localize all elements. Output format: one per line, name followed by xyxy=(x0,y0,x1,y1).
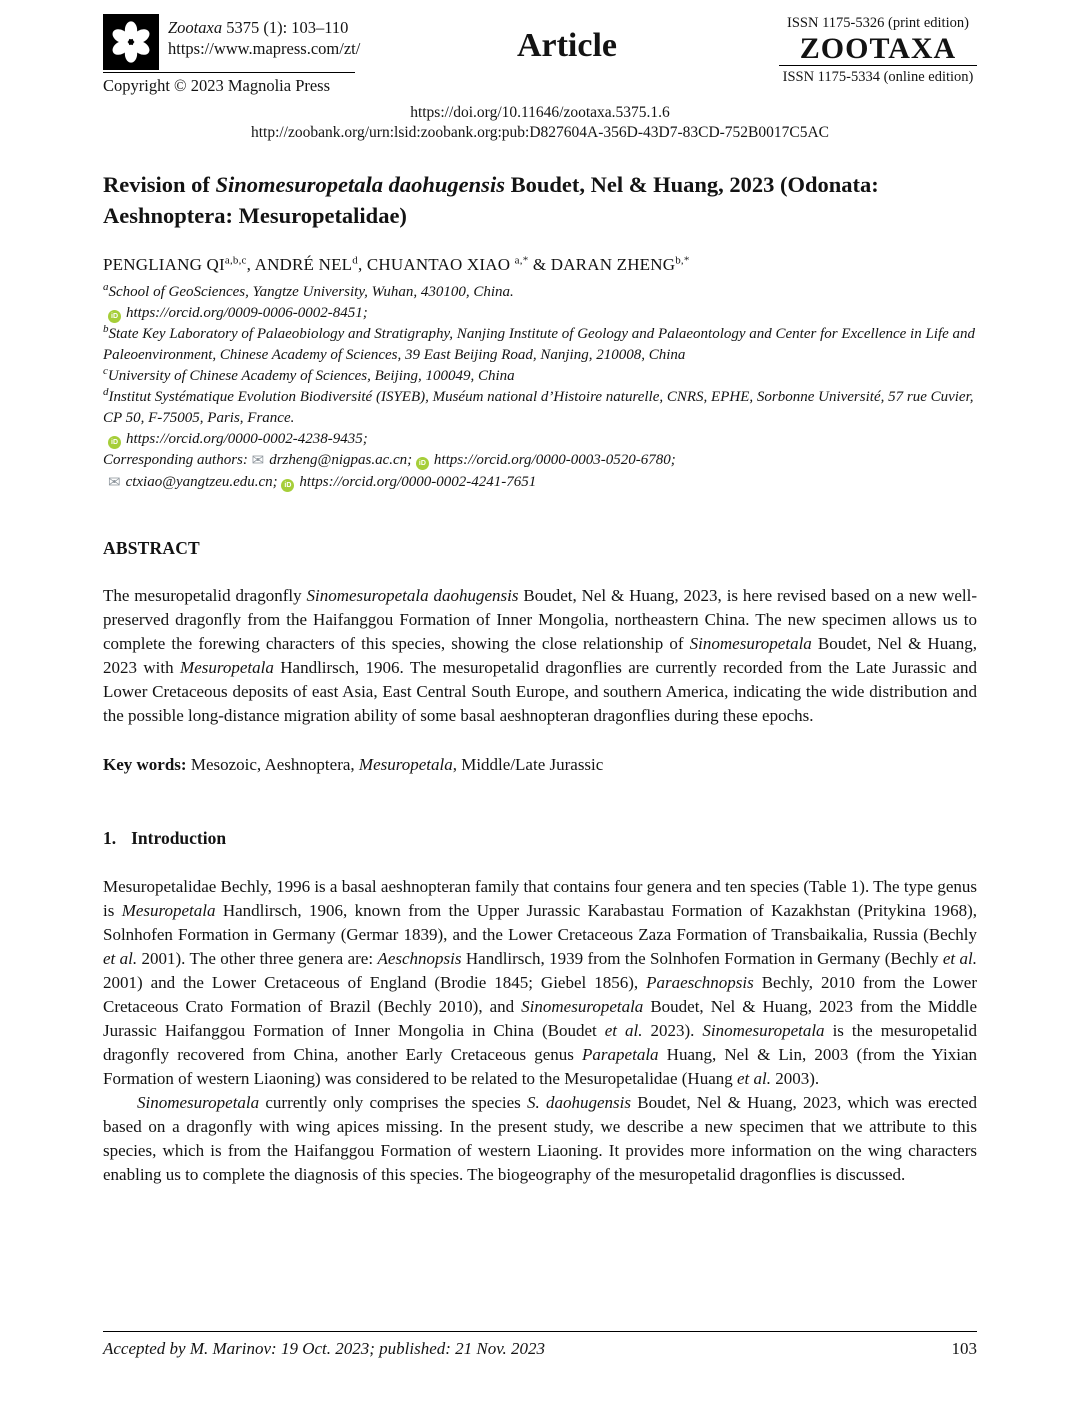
link[interactable]: https://orcid.org/0000-0002-4238-9435; xyxy=(126,431,368,447)
text-run: Boudet, Nel & Huang, 2023 from the Middle Jurassic Haifanggou Formation of Inner Mongolia in China (Boudet xyxy=(103,997,978,1040)
link[interactable]: ctxiao@yangtzeu.edu.cn; xyxy=(125,474,282,490)
text-run: Parapetala xyxy=(582,1045,659,1064)
header-left-divider xyxy=(103,72,355,73)
affiliation-d-orcid-line xyxy=(103,429,977,450)
text-run: 2023). xyxy=(642,1021,703,1040)
journal-issue-range: 5375 (1): 103–110 xyxy=(222,18,349,37)
text-run: c xyxy=(103,365,108,377)
introduction-paragraph-1 xyxy=(103,875,977,1091)
text-run: b,* xyxy=(675,254,690,267)
text-run: et al. xyxy=(942,949,978,968)
text-run: & DARAN ZHENG xyxy=(528,255,676,274)
text-run: Boudet, Nel & Huang, 2023 (Odonata: Aeshnoptera: Mesuropetalidae) xyxy=(103,172,879,228)
text-run: is the mesuropetalid dragonfly recovered from China, another Early Cretaceous genus xyxy=(103,1021,978,1064)
text-run: Handlirsch, 1906. The mesuropetalid dragonflies are currently recorded from the Late Jurassic and Lower Cretaceous deposits of east Asia, East Central South Europe, and southern America, indicating the wide distribution and the possible long-distance migration ability of some basal aeshnopteran dragonflies during these epochs. xyxy=(103,658,977,725)
journal-citation-line xyxy=(168,17,360,38)
acceptance-line: Accepted by M. Marinov: 19 Oct. 2023; published: 21 Nov. 2023 xyxy=(103,1339,546,1358)
affiliation-b xyxy=(103,324,977,366)
journal-header xyxy=(103,14,977,96)
email-icon: ✉ xyxy=(108,475,121,491)
header-left-block xyxy=(103,14,361,96)
article-title xyxy=(103,169,977,231)
link[interactable]: https://orcid.org/0000-0002-4241-7651 xyxy=(299,474,537,490)
orcid-icon: iD xyxy=(108,436,121,449)
text-run: 2001) and the Lower Cretaceous of England (Brodie 1845; Giebel 1856), xyxy=(103,973,647,992)
text-run: School of GeoSciences, Yangtze University, Wuhan, 430100, China. xyxy=(108,284,514,300)
zoobank-link[interactable]: http://zoobank.org/urn:lsid:zoobank.org:pub:D827604A-356D-43D7-83CD-752B0017C5AC xyxy=(250,123,830,141)
text-run: Boudet, Nel & Huang, 2023 with xyxy=(103,634,977,677)
corresponding-authors-line xyxy=(103,450,977,472)
section-title: Introduction xyxy=(131,828,227,848)
text-run: Sinomesuropetala xyxy=(702,1021,825,1040)
issn-print: ISSN 1175-5326 (print edition) xyxy=(787,15,969,31)
orcid-icon: iD xyxy=(108,310,121,323)
text-run: Mesuropetala xyxy=(358,755,453,774)
affiliation-d xyxy=(103,387,977,429)
email-icon: ✉ xyxy=(251,453,265,469)
text-run: S. daohugensis xyxy=(527,1093,632,1112)
text-run: d xyxy=(103,386,109,398)
header-right-divider xyxy=(779,65,977,66)
affiliations-block xyxy=(103,282,977,494)
text-run: Handlirsch, 1939 from the Solnhofen Formation in Germany (Bechly xyxy=(461,949,943,968)
text-run: et al. xyxy=(604,1021,643,1040)
text-run: University of Chinese Academy of Sciences, Beijing, 100049, China xyxy=(107,368,515,384)
affiliation-c xyxy=(103,366,977,387)
text-run: Sinomesuropetala xyxy=(137,1093,260,1112)
text-run: Mesuropetalidae Bechly, 1996 is a basal aeshnopteran family that contains four genera and ten species (Table 1). The type genus is xyxy=(103,877,978,920)
issn-online: ISSN 1175-5334 (online edition) xyxy=(782,69,974,85)
text-run: b xyxy=(103,323,109,335)
text-run: Sinomesuropetala daohugensis xyxy=(215,172,505,197)
text-run: 2001). The other three genera are: xyxy=(137,949,378,968)
text-run: State Key Laboratory of Palaeobiology and Stratigraphy, Nanjing Institute of Geology and Palaeontology and Center for Excellence in Life and Paleoenvironment, Chinese Academy of Sciences, 39 East Beijing Road, Nanjing, 210008, China xyxy=(103,326,976,363)
text-run: Paraeschnopsis xyxy=(646,973,754,992)
keywords-line xyxy=(103,753,977,777)
text-run: Handlirsch, 1906, known from the Upper Jurassic Karabastau Formation of Kazakhstan (Pritykina 1968), Solnhofen Formation in Germany (Germar 1839), and the Lower Cretaceous Zaza Formation of Transbaikalia, Russia (Bechly xyxy=(103,901,978,944)
text-run: a xyxy=(103,281,109,293)
orcid-icon: iD xyxy=(416,457,429,470)
text-run: Aeschnopsis xyxy=(377,949,462,968)
text-run: Corresponding authors: xyxy=(103,452,252,468)
text-run: Sinomesuropetala daohugensis xyxy=(306,586,519,605)
text-run: currently only comprises the species xyxy=(259,1093,528,1112)
text-run: a,b,c xyxy=(224,254,247,267)
affiliation-a-orcid-line xyxy=(103,303,977,324)
text-run: Boudet, Nel & Huang, 2023, which was erected based on a dragonfly with wing apices missing. In the present study, we describe a new specimen that we attribute to this species, which is from the Haifanggou Formation of western Liaoning. It provides more information on the wing characters enabling us to complete the diagnosis of this species. The biogeography of the mesuropetalid dragonflies is discussed. xyxy=(103,1093,978,1184)
text-run: Mesuropetala xyxy=(180,658,274,677)
text-run: 2003). xyxy=(771,1069,820,1088)
text-run: Institut Systématique Evolution Biodiversité (ISYEB), Muséum national d’Histoire naturelle, CNRS, EPHE, Sorbonne Université, 57 rue Cuvier, CP 50, F-75005, Paris, France. xyxy=(103,389,974,426)
orcid-icon: iD xyxy=(281,479,294,492)
text-run: Boudet, Nel & Huang, 2023, is here revised based on a new well-preserved dragonfly from the Haifanggou Formation of Inner Mongolia, northeastern China. The new specimen allows us to complete the forewing characters of this species, showing the close relationship of xyxy=(103,586,978,653)
text-run: , Middle/Late Jurassic xyxy=(452,755,604,774)
text-run: Revision of xyxy=(103,172,216,197)
article-type-label: Article xyxy=(516,27,618,64)
abstract-heading: ABSTRACT xyxy=(103,538,200,558)
text-run: Sinomesuropetala xyxy=(689,634,812,653)
introduction-heading xyxy=(103,828,977,849)
link[interactable]: https://orcid.org/0009-0006-0002-8451; xyxy=(126,305,368,321)
journal-masthead: ZOOTAXA xyxy=(799,32,957,65)
magnolia-press-flower-logo xyxy=(103,14,159,70)
text-run: Key words: xyxy=(103,755,191,774)
text-run: Mesozoic, Aeshnoptera, xyxy=(190,755,359,774)
journal-name-italic: Zootaxa xyxy=(168,18,223,37)
journal-site-url[interactable]: https://www.mapress.com/zt/ xyxy=(168,39,361,58)
text-run: , ANDRÉ NEL xyxy=(246,255,353,274)
link[interactable]: https://orcid.org/0000-0003-0520-6780; xyxy=(433,452,676,468)
author-line xyxy=(103,255,977,275)
journal-citation-block xyxy=(168,14,360,70)
text-run: , CHUANTAO XIAO xyxy=(357,255,515,274)
text-run: et al. xyxy=(103,949,138,968)
text-run: a,* xyxy=(514,254,529,267)
section-number: 1. xyxy=(103,828,117,848)
text-run: et al. xyxy=(737,1069,771,1088)
header-right-block xyxy=(779,14,977,86)
corresponding-authors-line-2 xyxy=(103,472,977,494)
page-number: 103 xyxy=(951,1339,977,1358)
text-run: Mesuropetala xyxy=(121,901,216,920)
abstract-paragraph xyxy=(103,584,977,728)
identifier-block xyxy=(103,103,977,142)
affiliation-a xyxy=(103,282,977,303)
text-run: Bechly, 2010 from the Lower Cretaceous Crato Formation of Brazil (Bechly 2010), and xyxy=(103,973,977,1016)
text-run: PENGLIANG QI xyxy=(103,255,225,274)
text-run: Sinomesuropetala xyxy=(521,997,644,1016)
page-footer xyxy=(103,1331,977,1359)
text-run: The mesuropetalid dragonfly xyxy=(103,586,307,605)
text-run: d xyxy=(352,254,358,267)
doi-link[interactable]: https://doi.org/10.11646/zootaxa.5375.1.6 xyxy=(410,104,670,121)
copyright-line: Copyright © 2023 Magnolia Press xyxy=(103,76,331,95)
text-run: Huang, Nel & Lin, 2003 (from the Yixian Formation of western Liaoning) was considered to be related to the Mesuropetalidae (Huang xyxy=(103,1045,977,1088)
link[interactable]: drzheng@nigpas.ac.cn; xyxy=(269,452,416,468)
introduction-paragraph-2 xyxy=(103,1091,977,1187)
